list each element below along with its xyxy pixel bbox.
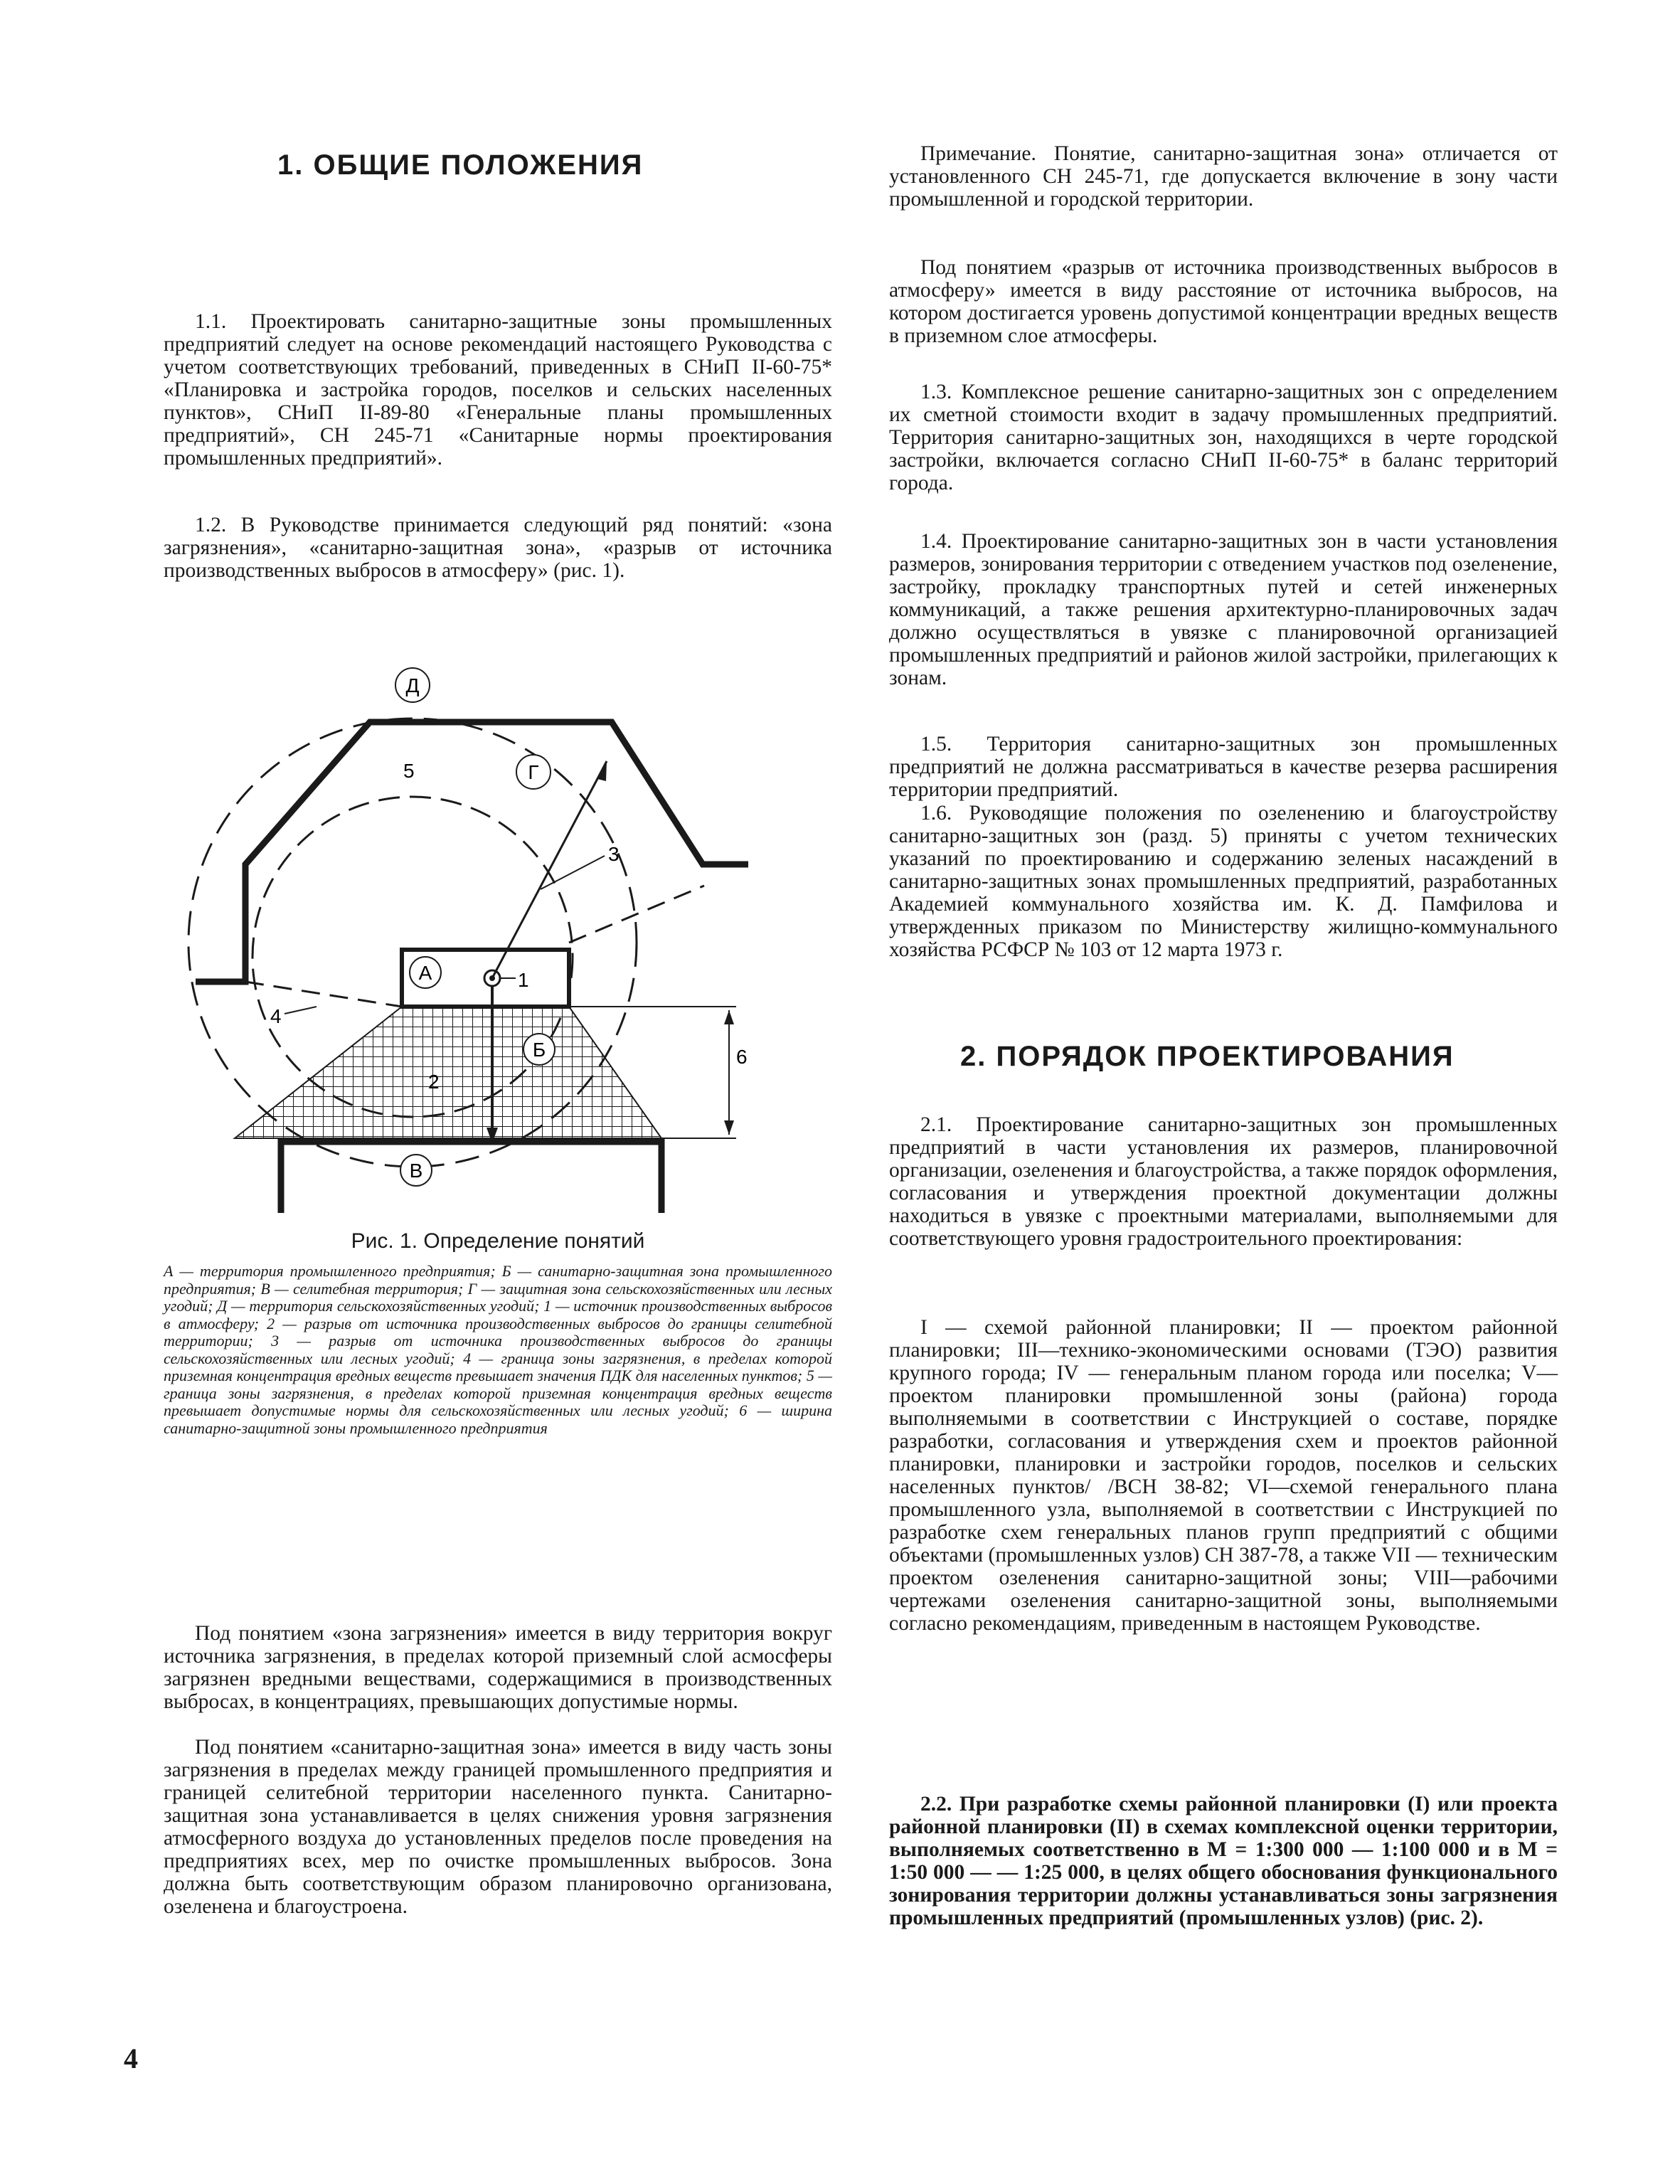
num-4: 4	[270, 1005, 282, 1027]
paragraph-1-1: 1.1. Проектировать санитарно-защитные зоны промышленных предприятий следует на основе рекомендаций настоящего Руководства с учетом соответствующих требований, приведенных в СНиП II-60-75* «Планировка и застройка городов, поселков и сельских населенных пунктов», СНиП II-89-80 «Генеральные планы промышленных предприятий», СН 245-71 «Санитарные нормы проектирования промышленных предприятий».	[164, 310, 832, 470]
paragraph-1-3: 1.3. Комплексное решение санитарно-защитных зон с определением их сметной стоимости входит в задачу промышленных предприятий. Территория санитарно-защитных зон, находящихся в черте городской застройки, включается согласно СНиП II-60-75* в баланс территорий города.	[889, 381, 1558, 494]
label-B: Б	[532, 1039, 546, 1061]
figure-1-diagram	[164, 658, 832, 1213]
label-A: А	[418, 962, 432, 984]
paragraph-1-6: 1.6. Руководящие положения по озеленению и благоустройству санитарно-защитных зон (разд. 5) приняты с учетом технических указаний по проектированию и содержанию зеленых насаждений в санитарно-защитных зонах промышленных предприятий, разработанных Академией коммунального хозяйства им. К. Д. Памфилова и утвержденных приказом по Министерству жилищно-коммунального хозяйства РСФСР № 103 от 12 марта 1973 г.	[889, 802, 1558, 961]
paragraph-pollution-zone: Под понятием «зона загрязнения» имеется в виду территория вокруг источника загрязнения, в пределах которой приземный слой асмосферы загрязнен вредными веществами, содержащимися в производственных выбросах, в концентрациях, превышающих допустимые нормы.	[164, 1622, 832, 1713]
paragraph-gap-definition: Под понятием «разрыв от источника производственных выбросов в атмосферу» имеется в виду расстояние от источника выбросов, на котором достигается уровень допустимой концентрации вредных веществ в приземном слое атмосферы.	[889, 256, 1558, 347]
num-3: 3	[608, 843, 620, 865]
paragraph-1-4: 1.4. Проектирование санитарно-защитных зон в части установления размеров, зонирования территории с отведением участков под озеленение, застройку, прокладку транспортных путей и сетей инженерных коммуникаций, а также решения архитектурно-планировочных задач должно осуществляться в увязке с планировочной организацией промышленных предприятий и районов жилой застройки, прилегающих к зонам.	[889, 530, 1558, 689]
sanitary-zone-hatch	[235, 1007, 661, 1138]
agricultural-boundary	[196, 722, 748, 982]
num-6: 6	[736, 1046, 748, 1068]
label-V: В	[409, 1160, 423, 1182]
paragraph-2-1: 2.1. Проектирование санитарно-защитных зон промышленных предприятий в части установления их размеров, планировочной организации, озеленения и благоустройства, а также порядок оформления, согласования и утверждения проектной документации должны находиться в увязке с проектными материалами, выполняемыми для соответствующего уровня градостроительного проектирования:	[889, 1113, 1558, 1250]
paragraph-2-1-list: I — схемой районной планировки; II — проектом районной планировки; III—технико-экономическими основами (ТЭО) развития крупного города; IV — генеральным планом города или поселка; V—проектом планировки промышленной зоны (района) города выполняемыми в соответствии с Инструкцией о составе, порядке разработки, согласования и утверждения схем и проектов районной планировки, планировки и застройки городов, поселков и сельских населенных пунктов/ /ВСН 38-82; VI—схемой генерального плана промышленного узла, выполняемой в соответствии с Инструкцией по разработке схем генеральных планов групп предприятий с общими объектами (промышленных узлов) СН 387-78, а также VII — техническим проектом озеленения санитарно-защитной зоны; VIII—рабочими чертежами озеленения санитарно-защитной зоны, выполняемыми согласно рекомендациям, приведенным в настоящем Руководстве.	[889, 1316, 1558, 1635]
figure-1-legend: А — территория промышленного предприятия; Б — санитарно-защитная зона промышленного предприятия; В — селитебная территория; Г — защитная зона сельскохозяйственных или лесных угодий; Д — территория сельскохозяйственных угодий; 1 — источник производственных выбросов в атмосферу; 2 — разрыв от источника производственных выбросов до границы селитебной территории; 3 — разрыв от источника производственных выбросов до границы сельскохозяйственных или лесных угодий; 4 — граница зоны загрязнения, в пределах которой приземная концентрация вредных веществ превышает значения ПДК для населенных пунктов; 5 — граница зоны загрязнения, в пределах которой приземная концентрация вредных веществ превышает допустимые нормы для сельскохозяйственных или лесных угодий; 6 — ширина санитарно-защитной зоны промышленного предприятия	[164, 1262, 832, 1437]
note-paragraph: Примечание. Понятие, санитарно-защитная зона» отличается от установленного СН 245-71, где допускается включение в зону части промышленной и городской территории.	[889, 142, 1558, 211]
num-5: 5	[403, 760, 415, 782]
num-1: 1	[518, 969, 529, 991]
paragraph-sanitary-zone: Под понятием «санитарно-защитная зона» имеется в виду часть зоны загрязнения в пределах между границей промышленного предприятия и границей селитебной территории населенного пункта. Санитарно-защитная зона устанавливается в целях снижения уровня загрязнения атмосферного воздуха до установленных пределов после проведения на предприятиях всех, мер по очистке промышленных выбросов. Зона должна быть соответствующим образом планировочно организована, озеленена и благоустроена.	[164, 1736, 832, 1918]
label-D: Д	[405, 674, 420, 696]
section-2-title: 2. ПОРЯДОК ПРОЕКТИРОВАНИЯ	[960, 1041, 1455, 1072]
label-G: Г	[528, 761, 539, 783]
page-number: 4	[124, 2042, 138, 2074]
num-2: 2	[428, 1071, 440, 1093]
paragraph-2-2: 2.2. При разработке схемы районной планировки (I) или проекта районной планировки (II) в схемах комплексной оценки территории, выполняемых соответственно в М = 1:300 000 — 1:100 000 и в М = 1:50 000 — — 1:25 000, в целях общего обоснования функционального зонирования территории должны устанавливаться зоны загрязнения промышленных предприятий (промышленных узлов) (рис. 2).	[889, 1793, 1558, 1929]
paragraph-1-2: 1.2. В Руководстве принимается следующий ряд понятий: «зона загрязнения», «санитарно-защитная зона», «разрыв от источника производственных выбросов в атмосферу» (рис. 1).	[164, 514, 832, 582]
paragraph-1-5: 1.5. Территория санитарно-защитных зон промышленных предприятий не должна рассматриваться в качестве резерва расширения территории предприятий.	[889, 733, 1558, 801]
residential-boundary	[281, 1142, 661, 1213]
section-1-title: 1. ОБЩИЕ ПОЛОЖЕНИЯ	[277, 149, 644, 181]
figure-1-caption: Рис. 1. Определение понятий	[351, 1229, 645, 1253]
